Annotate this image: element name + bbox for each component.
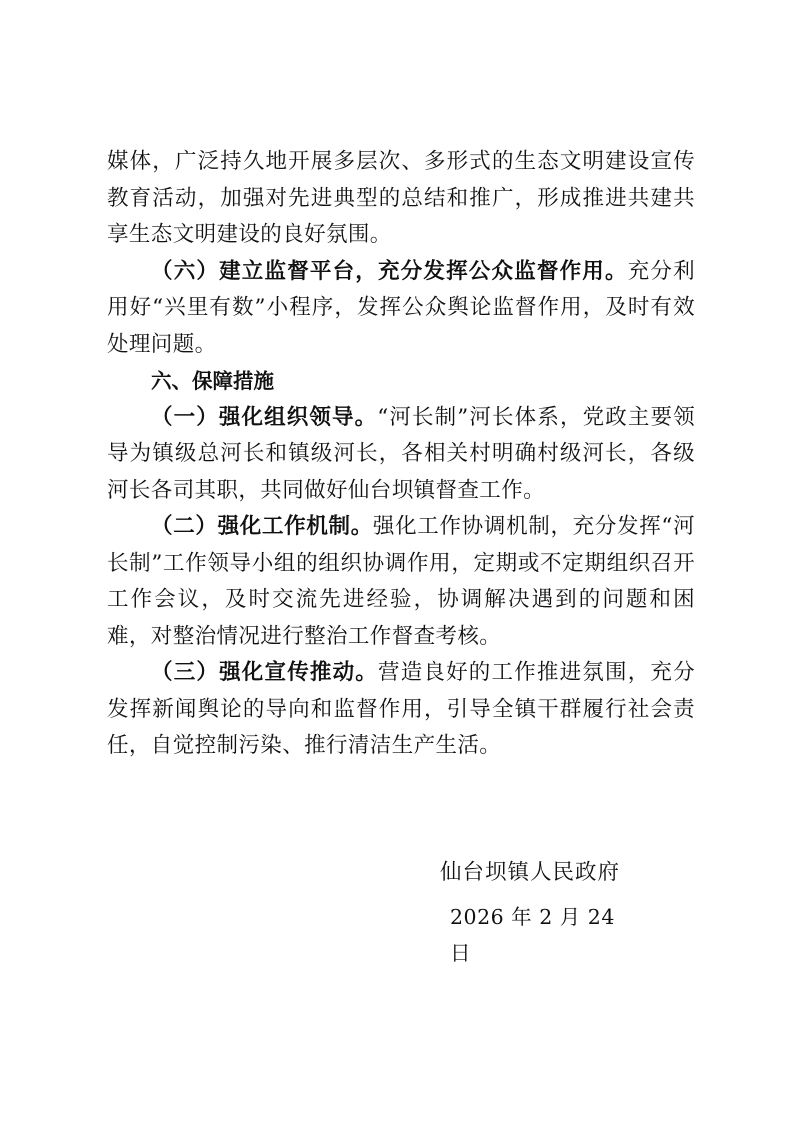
- paragraph-lead: （二）强化工作机制。: [151, 514, 373, 539]
- paragraph-item-6: [107, 254, 695, 364]
- paragraph-lead: （六）建立监督平台，充分发挥公众监督作用。: [151, 258, 628, 284]
- paragraph-item-1: [107, 400, 695, 510]
- paragraph-text: “河长制”河长体系，党政主要领导为镇级总河长和镇级河长，各相关村明确村级河长，各级河长各司其职，共同做好仙台坝镇督查工作。: [107, 404, 695, 503]
- paragraph-continuation: [107, 144, 695, 254]
- document-body: [107, 144, 695, 765]
- paragraph-lead: （三）强化宣传推动。: [151, 660, 378, 685]
- paragraph-text: 媒体，广泛持久地开展多层次、多形式的生态文明建设宣传教育活动，加强对先进典型的总结和推广，形成推进共建共享生态文明建设的良好氛围。: [107, 149, 695, 247]
- signature-date: 2026 年 2 月 24 日: [450, 905, 615, 965]
- signature-block: [440, 855, 640, 971]
- signature-organization: 仙台坝镇人民政府: [440, 860, 621, 885]
- section-heading: 六、保障措施: [151, 369, 274, 393]
- paragraph-item-2: [107, 509, 695, 655]
- paragraph-lead: （一）强化组织领导。: [151, 404, 378, 430]
- paragraph-item-3: [107, 655, 695, 765]
- paragraph-text: 营造良好的工作推进氛围，充分发挥新闻舆论的导向和监督作用，引导全镇干群履行社会责任，自觉控制污染、推行清洁生产生活。: [107, 660, 695, 758]
- paragraph-text: 强化工作协调机制，充分发挥“河长制”工作领导小组的组织协调作用，定期或不定期组织召开工作会议，及时交流先进经验，协调解决遇到的问题和困难，对整治情况进行整治工作督查考核。: [107, 514, 695, 649]
- paragraph-text: 充分利用好“兴里有数”小程序，发挥公众舆论监督作用，及时有效处理问题。: [107, 258, 696, 357]
